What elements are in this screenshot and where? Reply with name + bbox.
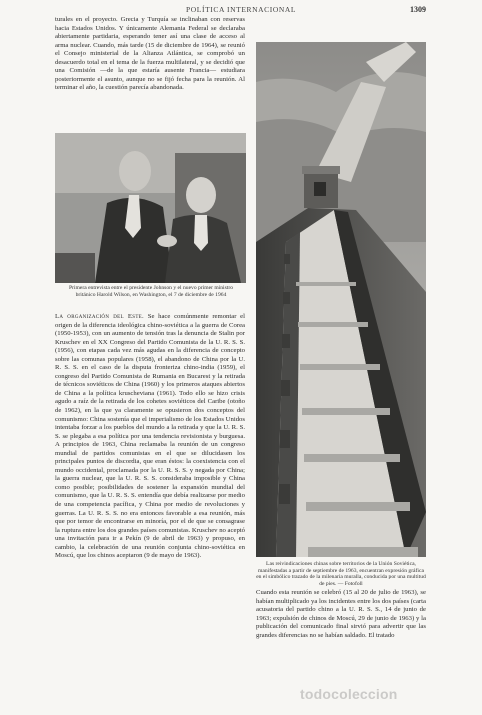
body-paragraph-top: turales en el proyecto. Grecia y Turquía se inclinaban con reservas hacia Estados Unidos. Y únicamente Alemania Federal se declaraba abiertamente partidaria, esperando tener así una clase de acceso al arma nuclear. Cuando, más tarde (15 de diciembre de 1964), se reunió el Consejo ministerial de la Alianza Atlántica, se comprobó un desacuerdo total en el tema de la fuerza multilateral, y se decidió que una Comisión —de la que estaría ausente Francia— estudiara posteriormente el asunto, aunque no se fijó fecha para la reunión. Al terminar el año, la cuestión parecía abandonada. xyxy=(55,16,245,92)
photo-johnson-wilson-image xyxy=(55,133,246,283)
photo-johnson-wilson xyxy=(55,133,246,283)
photo-great-wall xyxy=(256,42,426,557)
section-lead-label: La organización del Este. xyxy=(55,313,145,320)
caption-left-photo: Primera entrevista entre el presidente Johnson y el nuevo primer ministro británico Harold Wilson, en Washington, el 7 de diciembre de 1964 xyxy=(68,285,234,298)
page-number: 1309 xyxy=(410,5,426,14)
right-column-bottom xyxy=(256,589,426,640)
page-header xyxy=(0,2,482,16)
body-paragraph-east xyxy=(55,313,245,561)
body-paragraph-right: Cuando esta reunión se celebró (15 al 20 de julio de 1963), se habían multiplicado ya los incidentes entre los dos países (carta acusatoria del partido chino a la U. R. S. S., 14 de junio de 1963; expulsión de chinos de Moscú, 29 de junio de 1963) y la publicación del comunicado final sirvió para advertir que las grandes diferencias no se habían saldado. El tratado xyxy=(256,589,426,639)
caption-right-photo: Las reivindicaciones chinas sobre territorios de la Unión Soviética, manifestadas a partir de septiembre de 1963, encuentran expresión gráfica en el simbólico trazado de la milenaria muralla, conducida por una multitud de pies. — Fotofoll xyxy=(256,561,426,588)
watermark-logo: todocoleccion xyxy=(300,686,398,702)
left-column-top xyxy=(55,16,245,93)
left-column-bottom xyxy=(55,313,245,561)
photo-great-wall-image xyxy=(256,42,426,557)
running-head: POLÍTICA INTERNACIONAL xyxy=(186,5,297,14)
body-paragraph-east-text: Se hace comúnmente remontar el origen de la diferencia ideológica chino-soviética a la guerra de Corea (1950-1953), con un aumento de tensión tras la denuncia de Stalin por Kruschev en el XX Congreso del Partido Comunista de la U. R. S. S. (1956), con etapas cada vez más agudas en la diferencia de concepto sobre las comunas populares (1958), el abandono de China por la U. R. S. S. en el caso de la disputa fronteriza chino-india (1959), el congreso del Partido Comunista de Rumania en Bucarest y la retirada de técnicos soviéticos de China (1960) y los primeros ataques abiertos de China a la política kruscheviana (1961). Todo ello se hizo crisis agudo a raíz de la retirada de los cohetes soviéticos del Caribe (otoño de 1962), en la que ya claramente se opusieron dos conceptos del comunismo: China sostenía que el imperialismo de los Estados Unidos intentaba forzar a los pueblos del mundo a la retirada y que la U. R. S. S. se plegaba a esa política por una tendencia revisionista y burguesa. A principios de 1963, China reclamaba la reunión de un congreso mundial de partidos comunistas en el que se dilucidasen los principales puntos de discordia, que eran éstos: la coexistencia con el mundo occidental, proclamada por la U. R. S. S. y negada por China; la guerra nuclear, que la U. R. S. S. consideraba imposible y China como posible; posibilidades de sostener la expansión mundial del comunismo, que la U. R. S. S. entendía que debía realizarse por medio de una competencia pacífica, y China por medio de revoluciones y guerras. La U. R. S. S. no era entonces favorable a esa reunión, más que por temor de encontrarse en minoría, por el de que se consagrase la ruptura entre los dos grandes países comunistas. Kruschev no aceptó una invitación para ir a Pekín (9 de abril de 1963) y propuso, en cambio, la celebración de una reunión conjunta chino-soviética en Moscú, que los chinos aceptaron (9 de mayo de 1963). xyxy=(55,313,245,560)
